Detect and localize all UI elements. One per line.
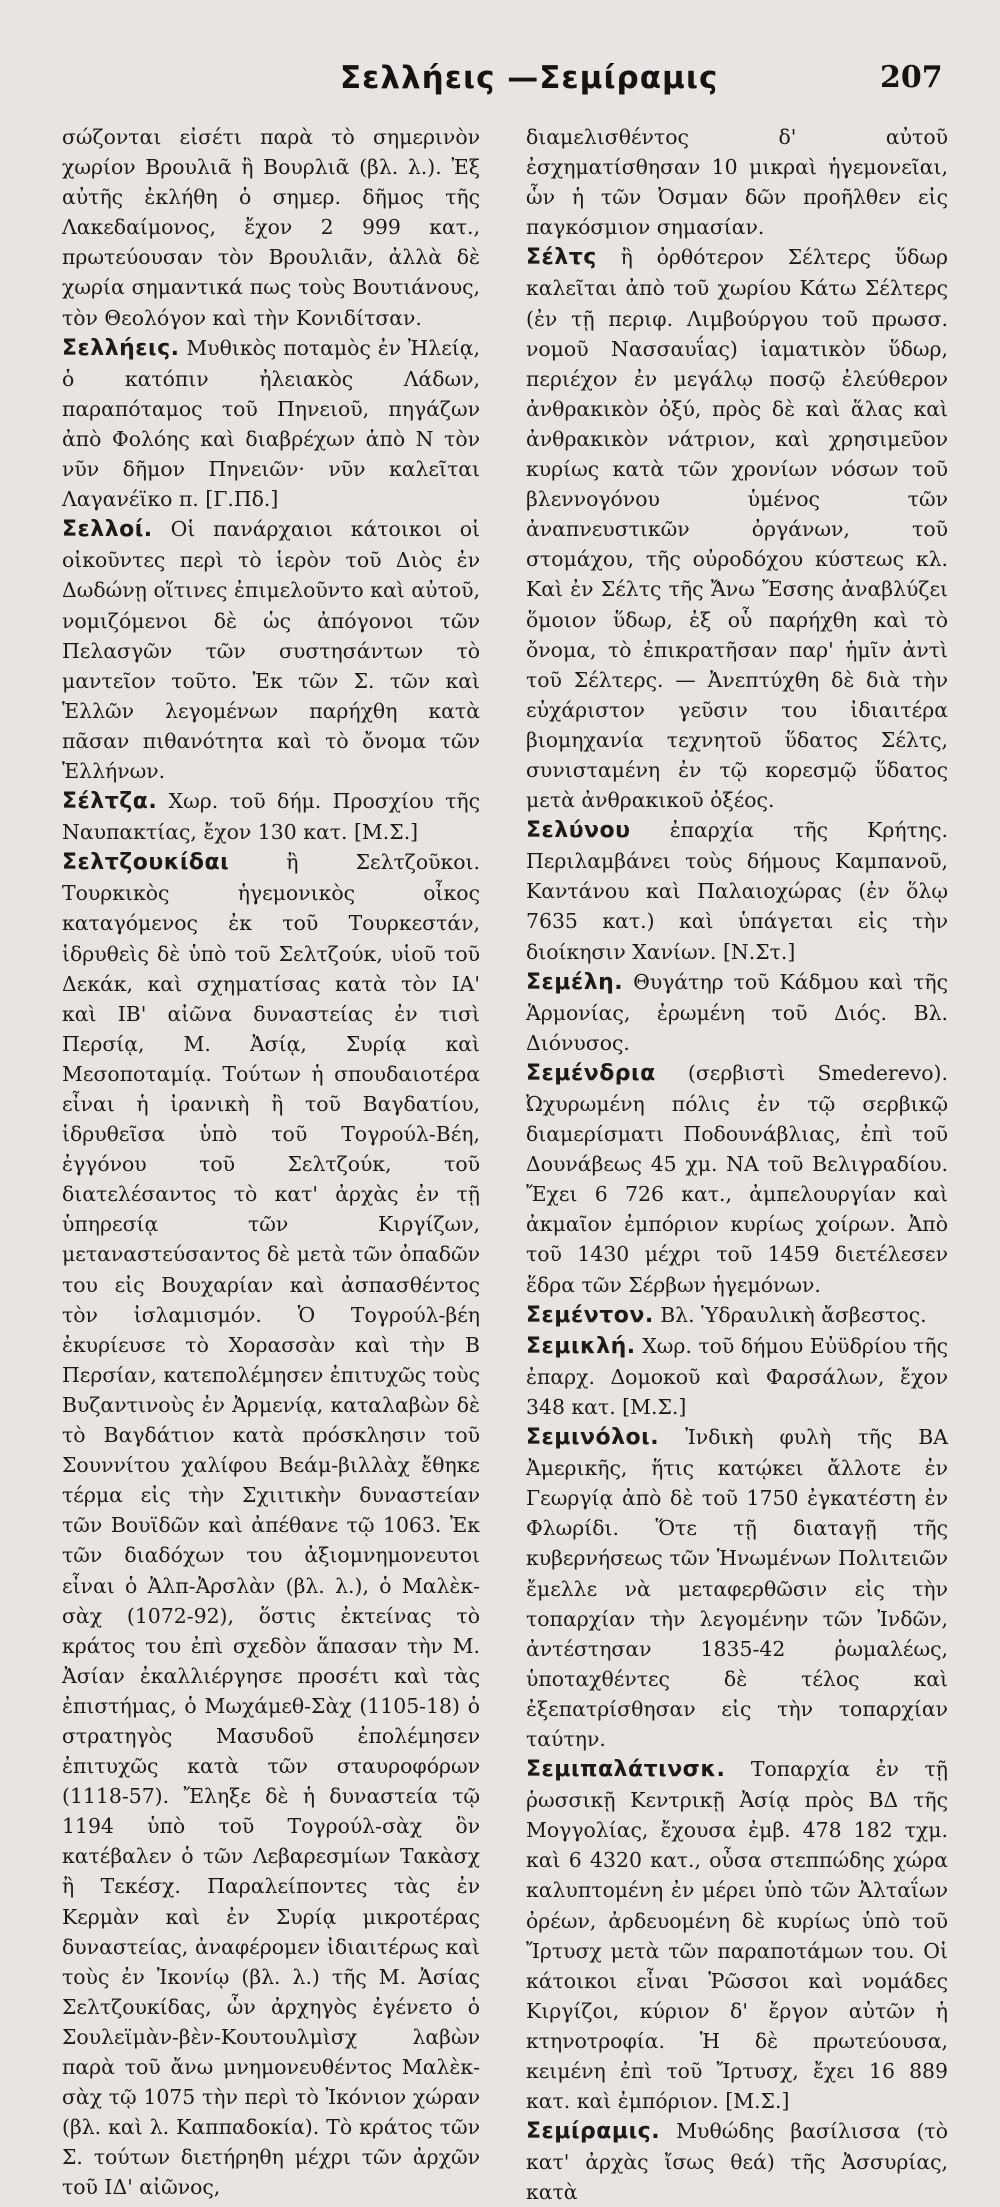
entry-lemma: Σελλήεις. <box>62 335 180 361</box>
entry-lemma: Σεμέντον. <box>526 1302 654 1328</box>
entry-lemma: Σέλτς <box>526 245 597 271</box>
page-number: 207 <box>880 60 943 95</box>
entry-lemma: Σεμιπαλάτινσκ. <box>526 1757 726 1783</box>
page-header <box>0 52 1000 102</box>
entry-lemma: Σεμινόλοι. <box>526 1425 660 1451</box>
entry-seminoloi <box>526 1422 948 1754</box>
entry-text: διαμελισθέντος δ' αὐτοῦ ἐσχηματίσθησαν 10 μικραὶ ἡγεμονεῖαι, ὧν ἡ τῶν Ὀσμαν δῶν προῆλθεν εἰς παγκόσμιον σημασίαν. <box>526 125 948 240</box>
entry-continuation <box>526 122 948 242</box>
entry-text: Χωρ. τοῦ δήμου Εὐϋδρίου τῆς ἐπαρχ. Δομοκοῦ καὶ Φαρσάλων, ἔχον 348 κατ. [Μ.Σ.] <box>526 1333 948 1419</box>
entry-lemma: Σελύνου <box>526 818 631 844</box>
entry-text: (σερβιστὶ Smederevo). Ὠχυρωμένη πόλις ἐν τῷ σερβικῷ διαμερίσματι Ποδουνάβλιας, ἐπὶ τοῦ Δουνάβεως 45 χμ. ΝΑ τοῦ Βελιγραδίου. Ἔχει 6 726 κατ., ἀμπελουργίαν καὶ ἀκμαῖον ἐμπόριον κυρίως χοίρων. Ἀπὸ τοῦ 1430 μέχρι τοῦ 1459 διετέλεσεν ἕδρα τῶν Σέρβων ἡγεμόνων. <box>526 1060 948 1297</box>
entry-seltza <box>62 786 480 847</box>
entry-selloi <box>62 514 480 786</box>
entry-semiramis <box>526 2116 948 2207</box>
left-column <box>62 122 480 2202</box>
entry-text: ἢ Σελτζοῦκοι. Τουρκικὸς ἡγεμονικὸς οἶκος καταγόμενος ἐκ τοῦ Τουρκεστάν, ἱδρυθεὶς δὲ ὑπὸ τοῦ Σελτζούκ, υἱοῦ τοῦ Δεκάκ, καὶ σχηματίσας κατὰ τὸν ΙΑ' καὶ ΙΒ' αἰῶνα δυναστείας ἐν τισὶ Περσίᾳ, Μ. Ἀσίᾳ, Συρίᾳ καὶ Μεσοποταμίᾳ. Τούτων ἡ σπουδαιοτέρα εἶναι ἡ ἰρανικὴ ἢ τοῦ Βαγδατίου, ἱδρυθεῖσα ὑπὸ τοῦ Τογρούλ-Βέη, ἐγγόνου τοῦ Σελτζούκ, τοῦ διατελέσαντος τὸ κατ' ἀρχὰς ἐν τῇ ὑπηρεσίᾳ τῶν Κιργίζων, μεταναστεύσαντος δὲ μετὰ τῶν ὀπαδῶν του εἰς Βουχαρίαν καὶ ἀσπασθέντος τὸν ἰσλαμισμόν. Ὁ Τογρούλ-βέη ἐκυρίευσε τὸ Χορασσὰν καὶ τὴν Β Περσίαν, κατεπολέμησεν ἐπιτυχῶς τοὺς Βυζαντινοὺς ἐν Ἀρμενίᾳ, καταλαβὼν δὲ τὸ Βαγδάτιον κατὰ πρόσκλησιν τοῦ Σουννίτου χαλίφου Βεάμ-βιλλὰχ ἔθηκε τέρμα εἰς τὴν Σχιιτικὴν δυναστείαν τῶν Βουϊδῶν καὶ ἀπέθανε τῷ 1063. Ἐκ τῶν διαδόχων του ἀξιομνημονευτοι εἶναι ὁ Ἀλπ-Ἀρσλὰν (βλ. λ.), ὁ Μαλὲκ-σὰχ (1072-92), ὅστις ἐκτείνας τὸ κράτος του ἐπὶ σχεδὸν ἅπασαν τὴν Μ. Ἀσίαν ἐκαλλιέργησε προσέτι καὶ τὰς ἐπιστήμας, ὁ Μωχάμεθ-Σὰχ (1105-18) ὁ στρατηγὸς Μασυδοῦ ἐπολέμησεν ἐπιτυχῶς κατὰ τῶν σταυροφόρων (1118-57). Ἔληξε δὲ ἡ δυναστεία τῷ 1194 ὑπὸ τοῦ Τογρούλ-σὰχ ὃν κατέβαλεν ὁ τῶν Λεβαρεσμίων Τακὰσχ ἢ Τεκέσχ. Παραλείποντες τὰς ἐν Κερμὰν καὶ ἐν Συρίᾳ μικροτέρας δυναστείας, ἀναφέρομεν ἰδιαιτέρως καὶ τοὺς ἐν Ἰκονίῳ (βλ. λ.) τῆς Μ. Ἀσίας Σελτζουκίδας, ὧν ἀρχηγὸς ἐγένετο ὁ Σουλεϊμὰν-βὲν-Κουτουλμὶσχ λαβὼν παρὰ τοῦ ἄνω μνημονευθέντος Μαλὲκ-σὰχ τῷ 1075 τὴν περὶ τὸ Ἰκόνιον χώραν (βλ. καὶ λ. Καππαδοκία). Τὸ κράτος τῶν Σ. τούτων διετήρηθη μέχρι τῶν ἀρχῶν τοῦ ΙΔ' αἰῶνος, <box>62 850 480 2200</box>
entry-continuation <box>62 122 480 333</box>
entry-lemma: Σεμικλή. <box>526 1333 636 1359</box>
entry-lemma: Σελτζουκίδαι <box>62 850 230 876</box>
entry-text: Βλ. Ὑδραυλικὴ ἄσβεστος. <box>660 1302 927 1327</box>
entry-selynou <box>526 815 948 966</box>
entry-lemma: Σελλοί. <box>62 517 153 543</box>
entry-text: Τοπαρχία ἐν τῇ ῥωσσικῇ Κεντρικῇ Ἀσίᾳ πρὸς ΒΔ τῆς Μογγολίας, ἔχουσα ἐμβ. 478 182 τχμ. καὶ 6 4320 κατ., οὖσα στεππώδης χώρα καλυπτομένη ἐν μέρει ὑπὸ τῶν Ἀλταΐων ὀρέων, ἀρδευομένη δὲ κυρίως ὑπὸ τοῦ Ἴρτυσχ μετὰ τῶν παραποτάμων του. Οἱ κάτοικοι εἶναι Ῥῶσσοι καὶ νομάδες Κιργίζοι, κύριον δ' ἔργον αὐτῶν ἡ κτηνοτροφία. Ἡ δὲ πρωτεύουσα, κειμένη ἐπὶ τοῦ Ἴρτυσχ, ἔχει 16 889 κατ. καὶ ἐμπόριον. [Μ.Σ.] <box>526 1757 948 2114</box>
entry-semikli <box>526 1331 948 1422</box>
entry-semipalatinsk <box>526 1754 948 2116</box>
entry-text: Οἱ πανάρχαιοι κάτοικοι οἱ οἰκοῦντες περὶ τὸ ἱερὸν τοῦ Διὸς ἐν Δωδώνῃ οἵτινες ἐπιμελοῦντο καὶ αὐτοῦ, νομιζόμενοι δὲ ὡς ἀπόγονοι τῶν Πελασγῶν τῶν συστησάντων τὸ μαντεῖον τοῦτο. Ἐκ τῶν Σ. τῶν καὶ Ἑλλῶν λεγομένων παρήχθη κατὰ πᾶσαν πιθανότητα καὶ τὸ ὄνομα τῶν Ἑλλήνων. <box>62 517 480 783</box>
entry-text: σώζονται εἰσέτι παρὰ τὸ σημερινὸν χωρίον Βρουλιᾶ ἢ Βουρλιᾶ (βλ. λ.). Ἐξ αὐτῆς ἐκλήθη ὁ σημερ. δῆμος τῆς Λακεδαίμονος, ἔχον 2 999 κατ., πρωτεύουσαν τὸν Βρουλιᾶν, ἀλλὰ δὲ χωρία σημαντικά πως τοὺς Βουτιάνους, τὸν Θεολόγον καὶ τὴν Κονιδίτσαν. <box>62 125 480 330</box>
entry-semeli <box>526 967 948 1058</box>
entry-lemma: Σεμένδρια <box>526 1060 656 1086</box>
entry-text: Χωρ. τοῦ δήμ. Προσχίου τῆς Ναυπακτίας, ἔχον 130 κατ. [Μ.Σ.] <box>62 789 481 845</box>
entry-seltzoukidai <box>62 847 480 2202</box>
entry-text: Μυθώδης βασίλισσα (τὸ κατ' ἀρχὰς ἴσως θεά) τῆς Ἀσσυρίας, κατὰ <box>526 2119 948 2205</box>
entry-text: ἢ ὀρθότερον Σέλτερς ὕδωρ καλεῖται ἀπὸ τοῦ χωρίου Κάτω Σέλτερς (ἐν τῇ περιφ. Λιμβούργου τοῦ πρωσσ. νομοῦ Νασσαυΐας) ἰαματικὸν ὕδωρ, περιέχον ἐν μεγάλῳ ποσῷ ἐλεύθερον ἀνθρακικὸν ὀξύ, πρὸς δὲ καὶ ἅλας καὶ ἀνθρακικὸν νάτριον, καὶ χρησιμεῦον κυρίως κατὰ τῶν χρονίων νόσων τοῦ βλεννογόνου ὑμένος τῶν ἀναπνευστικῶν ὀργάνων, τοῦ στομάχου, τῆς οὐροδόχου κύστεως κλ. Καὶ ἐν Σέλτς τῆς Ἄνω Ἔσσης ἀναβλύζει ὅμοιον ὕδωρ, ἐξ οὗ παρήχθη καὶ τὸ ὄνομα, τὸ ἐπικρατῆσαν παρ' ἡμῖν ἀντὶ τοῦ Σέλτερς. — Ἀνεπτύχθη δὲ διὰ τὴν εὐχάριστον γεῦσιν του ἰδιαιτέρα βιομηχανία τεχνητοῦ ὕδατος Σέλτς, συνισταμένη ἐν τῷ κορεσμῷ ὕδατος μετὰ ἀνθρακικοῦ ὀξέος. <box>526 245 948 813</box>
entry-text: ἐπαρχία τῆς Κρήτης. Περιλαμβάνει τοὺς δήμους Καμπανοῦ, Καντάνου καὶ Παλαιοχώρας (ἐν ὅλῳ 7635 κατ.) καὶ ὑπάγεται εἰς τὴν διοίκησιν Χανίων. [Ν.Στ.] <box>526 818 948 964</box>
entry-lemma: Σέλτζα. <box>62 789 158 815</box>
entry-text: Μυθικὸς ποταμὸς ἐν Ἠλείᾳ, ὁ κατόπιν ἠλειακὸς Λάδων, παραπόταμος τοῦ Πηνειοῦ, πηγάζων ἀπὸ Φολόης καὶ διαβρέχων ἀπὸ Ν τὸν νῦν δῆμον Πηνειῶν· νῦν καλεῖται Λαγανέϊκο π. [Γ.Πδ.] <box>62 335 481 512</box>
entry-lemma: Σεμέλη. <box>526 969 624 995</box>
entry-sementon <box>526 1300 948 1331</box>
entry-text: Ἰνδικὴ φυλὴ τῆς ΒΑ Ἀμερικῆς, ἥτις κατῴκει ἄλλοτε ἐν Γεωργίᾳ ἀπὸ δὲ τοῦ 1750 ἐγκατέστη ἐν Φλωρίδι. Ὅτε τῇ διαταγῇ τῆς κυβερνήσεως τῶν Ἡνωμένων Πολιτειῶν ἔμελλε νὰ μεταφερθῶσιν εἰς τὴν τοπαρχίαν τὴν λεγομένην τῶν Ἰνδῶν, ἀντέστησαν 1835-42 ῥωμαλέως, ὑποταχθέντες δὲ τέλος καὶ ἐξεπατρίσθησαν εἰς τὴν τοπαρχίαν ταύτην. <box>526 1425 949 1751</box>
entry-text: Θυγάτηρ τοῦ Κάδμου καὶ τῆς Ἁρμονίας, ἐρωμένη τοῦ Διός. Βλ. Διόνυσος. <box>526 969 949 1055</box>
entry-lemma: Σεμίραμις. <box>526 2119 661 2145</box>
running-head: Σελλήεις —Σεμίραμις <box>340 60 719 96</box>
entry-semendria <box>526 1058 948 1300</box>
entry-sellieis <box>62 333 480 515</box>
right-column <box>526 122 948 2207</box>
entry-selts <box>526 242 948 815</box>
